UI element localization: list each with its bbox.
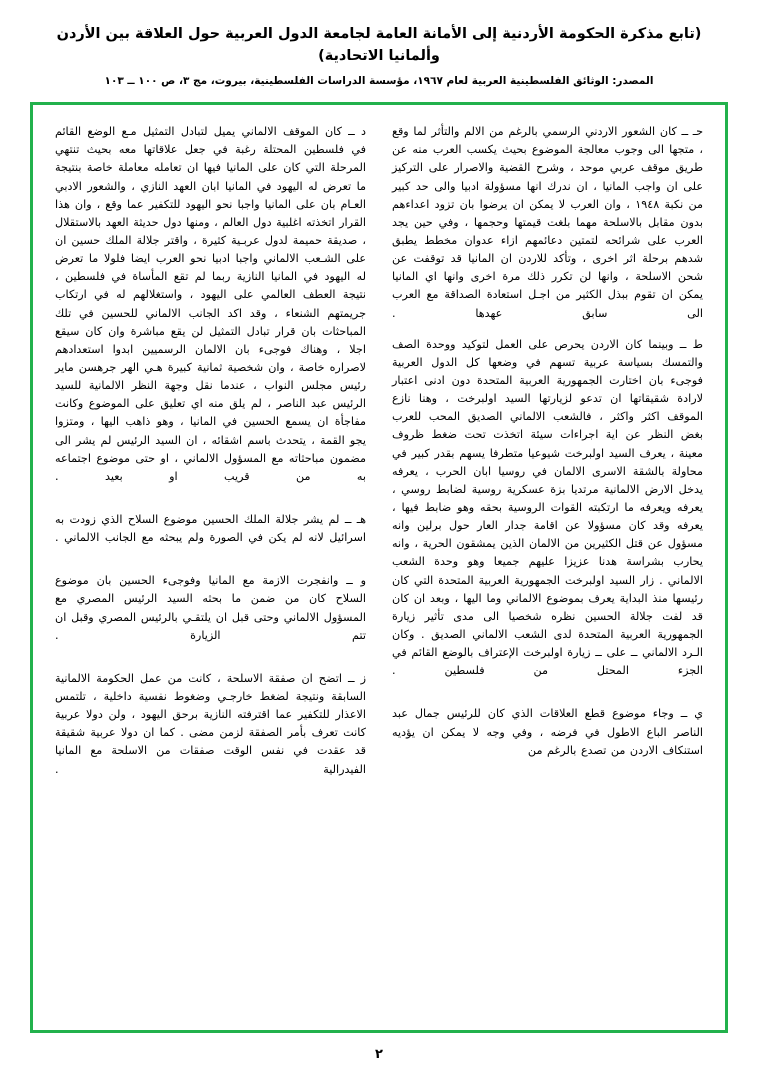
document-source: المصدر: الوثائق الفلسطينية العربية لعام ١٩٦٧، مؤسسة الدراسات الفلسطينية، بيروت، مج ٣، ص ١٠٠ ــ ١٠٣ [104, 74, 654, 87]
paragraph: و ــ وانفجرت الازمة مع المانيا وفوجىء الحسين بان موضوع السلاح كان من ضمن ما بحثه السيد الرئيس المصري مع المسؤول الالماني وحتى قبل ان يلتقـي بالرئيس المصري وقبل ان تتم الزيارة . [55, 574, 366, 642]
paragraph: هـ ــ لم يشر جلالة الملك الحسين موضوع السلاح الذي زودت به اسرائيل لانه لم يكن في الصورة ولم يبحثه مع الجانب الالماني . [55, 513, 366, 545]
page-title: (تابع مذكرة الحكومة الأردنية إلى الأمانة العامة لجامعة الدول العربية حول العلاقة بين الأردن وألمانيا الاتحادية) [56, 26, 702, 64]
paragraph: ي ــ وجاء موضوع قطع العلاقات الذي كان للرئيس جمال عبد الناصر الباع الاطول في فرضه ، وفي وجه لا يمكن ان يؤديه استنكاف الاردن من تصدع بالرغم من [392, 707, 703, 757]
content-frame [30, 102, 728, 1033]
paragraph: د ــ كان الموقف الالماني يميل لتبادل التمثيل مـع الوضع القائم في فلسطين المحتلة رغبة في جعل علاقاتها معه بحيث تنتهي المرحلة التي كان على المانيا فيها ان تعامله معاملة خاصة بنتيجة ما تعرض له اليهود في المانيا ابان العهد النازي ، والشعور الادبي العـام بان على المانيا واجبا نحو اليهود للتكفير عما وقع ، وان هذا القرار اتخذته اغلبية دول العالم ، ومنها دول حديثة العهد بالاستقلال ، صديقة حميمة لدول عربـية كثيرة ، واقتر جلالة الملك حسين ان على الشـعب الالماني واجبا ادبيا نحو العرب ايضا فلولا ما تعرض له اليهود في المانيا النازية ربما لم تقع المأساة في فلسطين ، نتيجة العطف العالمي على اليهود ، واستغلالهم له في ارتكاب جريمتهم الشنعاء ، وقد اكد الجانب الالماني للحسين في تلك المباحثات بان قرار تبادل التمثيل لن يقع مباشرة وان كان سيقع اجلا ، وهناك فوجىء بان الالمان الرسميين ابدوا استعدادهم لاصراره خاصة ، وان شخصية ثمانية كبيرة هـي الهر جرهسن ماير رئيس مجلس النواب ، عندما نقل وجهة النظر الالمانية للسيد الرئيس عبد الناصر ، لم يلق منه اي تعليق على الموضوع وكانت مفاجأة ان يسمع الحسين في المانيا ، وهو ذاهب اليها ، ومتزوا يجو القمة ، يتحدث باسم اشقائه ، ان السيد الرئيس لم يشر الى مضمون مباحثاته مع المسؤول الالماني ، او حتى موضوع اجتماعه به من قريب او بعيد . [55, 125, 366, 483]
page-number: ٢ [375, 1047, 383, 1062]
paragraph: حـ ــ كان الشعور الاردني الرسمي بالرغم من الالم والتأثر لما وقع ، متجها الى وجوب معالجة الموضوع بحيث يكسب العرب منه عن طريق موقف عربي موحد ، وشرح القضية والاصرار على التركيز على ان واجب المانيا ، ان ندرك انها مسؤولة ادبيا والى حد كبير من نكبة ١٩٤٨ ، وان العرب لا يمكن ان يرضوا بان تزود اعداءهم بدون مقابل بالاسلحة مهما بلغت قيمتها وحجمها ، وفي حين يجد العرب على شرائحه لتمتين دعائمهم ازاء عدوان مخطط يطبق شدهم برحلة اثر اخرى ، وتأكد للاردن ان المانيا قد توقفت عن شحن الاسلحة ، وانها لن تكرر ذلك مرة اخرى وانها اي المانيا يمكن ان تقوم ببذل الكثير من اجـل استعادة الصداقة مع العرب الى سابق عهدها . [392, 125, 704, 320]
column-left [55, 123, 366, 1012]
paragraph: ز ــ اتضح ان صفقة الاسلحة ، كانت من عمل الحكومة الالمانية السابقة ونتيجة لضغط خارجـي وضغوط نفسية داخلية ، تلتمس الاعذار للتكفير عما اقترفته النازية برحق اليهود ، ولن دولا عربية كانت تعرف بأمر الصفقة لزمن مضى . كما ان دولا عربية شقيقة قد عقدت في نفس الوقت صفقات من الاسلحة مع المانيا الفيدرالية . [55, 671, 366, 776]
column-right [392, 123, 703, 1012]
paragraph: ط ــ وبينما كان الاردن يحرص على العمل لتوكيد ووحدة الصف والتمسك بسياسة عربية تسهم في وضعها كل الدول العربية فوجىء بان اختارت الجمهورية العربية المتحدة دون ادنى اعتبار لارادة شقيقاتها ان تدعو لزيارتها السيد اولبرخت ، وهنا نازع الموقف اكثر واكثر ، فالشعب الالماني الصديق المحب للعرب بغض النظر عن اية اجراءات سيئة اتخذت تحت ضغط ظروف معينة ، يعرف السيد اولبرخت شيوعيا متطرفا يسهم بقدر كبير في محاولة بالشقة الاسرى الالمان في روسيا ابان الحرب ، يعرفه يدخل الارض الالمانية مرتديا بزة عسكرية روسية لضابط روسي ، يعرفه ويعرفه ما ارتكبته القوات الروسية بحقه وهو ضابط فيها ، يعرفه وقد كان مسؤولا عن اقامة جدار العار حول برلين وانه مسؤول عن قتل الكثيرين من الالمان الذين يمشقون الحرية ، وانه يحارب بشراسة هدنا عزيزا عليهم جميعا وهو وحدة الشعب الالماني . زار السيد اولبرخت الجمهورية العربية المتحدة التي كان رئيسها منذ البداية يعرف بموضوع الالماني وما اليها ، وبعد ان كان قد لفت جلالة الحسين نظره شخصيا الى مدى تأثير زيارة الجمهورية العربية المتحدة لدى الشعب الالماني الصديق . وكان الـرد الالماني ــ على ــ زيارة اولبرخت الإعتراف بالوضع القائم في الجزء المحتل من فلسطين . [392, 337, 703, 678]
